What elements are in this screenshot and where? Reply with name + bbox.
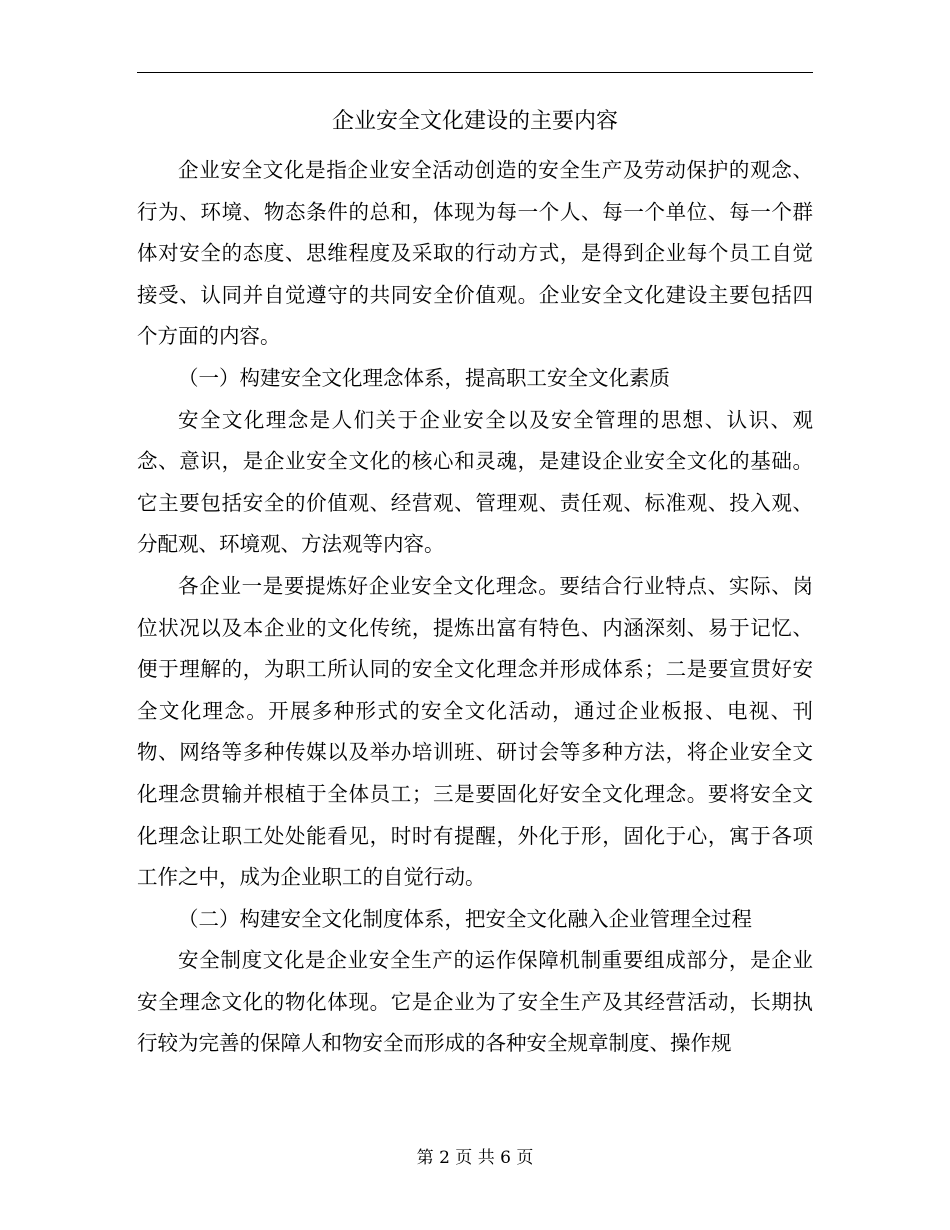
header-rule [137, 72, 813, 73]
document-title: 企业安全文化建设的主要内容 [331, 109, 618, 134]
section-heading-2: （二）构建安全文化制度体系，把安全文化融入企业管理全过程 [178, 906, 752, 931]
paragraph-concept: 安全文化理念是人们关于企业安全以及安全管理的思想、认识、观念、意识，是企业安全文化的核心和灵魂，是建设企业安全文化的基础。它主要包括安全的价值观、经营观、管理观、责任观、标准观、投入观、分配观、环境观、方法观等内容。 [137, 407, 813, 557]
paragraph-enterprise: 各企业一是要提炼好企业安全文化理念。要结合行业特点、实际、岗位状况以及本企业的文化传统，提炼出富有特色、内涵深刻、易于记忆、便于理解的，为职工所认同的安全文化理念并形成体系；二是要宣贯好安全文化理念。开展多种形式的安全文化活动，通过企业板报、电视、刊物、网络等多种传媒以及举办培训班、研讨会等多种方法，将企业安全文化理念贯输并根植于全体员工；三是要固化好安全文化理念。要将安全文化理念让职工处处能看见，时时有提醒，外化于形，固化于心，寓于各项工作之中，成为企业职工的自觉行动。 [137, 573, 813, 890]
section-heading-1: （一）构建安全文化理念体系，提高职工安全文化素质 [178, 365, 670, 390]
page-number: 第 2 页 共 6 页 [416, 1148, 534, 1168]
document-body [137, 150, 813, 1065]
paragraph-intro: 企业安全文化是指企业安全活动创造的安全生产及劳动保护的观念、行为、环境、物态条件的总和，体现为每一个人、每一个单位、每一个群体对安全的态度、思维程度及采取的行动方式，是得到企业每个员工自觉接受、认同并自觉遵守的共同安全价值观。企业安全文化建设主要包括四个方面的内容。 [137, 158, 813, 349]
paragraph-system: 安全制度文化是企业安全生产的运作保障机制重要组成部分，是企业安全理念文化的物化体现。它是企业为了安全生产及其经营活动，长期执行较为完善的保障人和物安全而形成的各种安全规章制度、操作规 [137, 948, 813, 1056]
